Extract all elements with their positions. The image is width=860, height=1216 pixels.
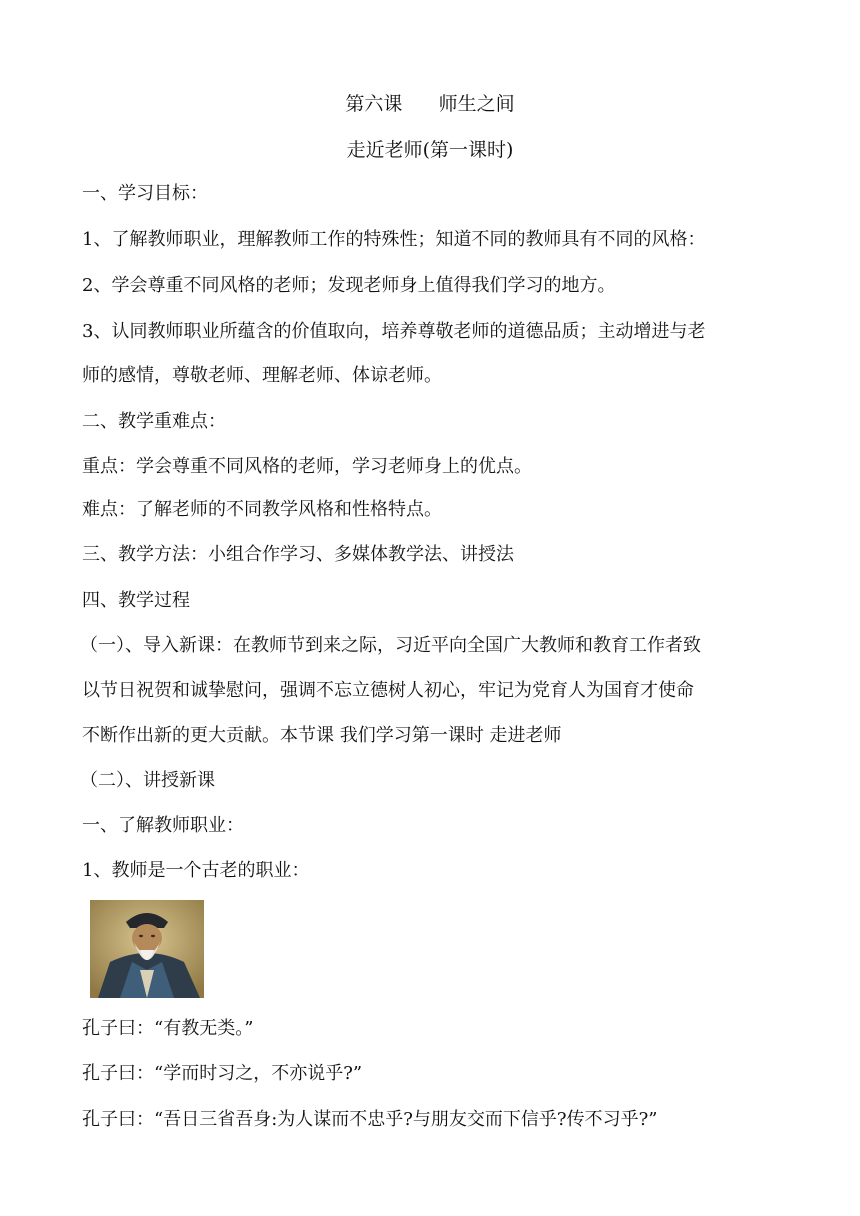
lesson-subtitle: 走近老师(第一课时) [346, 139, 514, 161]
objective-3: 3、认同教师职业所蕴含的价值取向，培养尊敬老师的道德品质；主动增进与老 [82, 321, 706, 342]
objective-1: 1、了解教师职业，理解教师工作的特殊性；知道不同的教师具有不同的风格： [82, 229, 706, 250]
subsection-heading-new-lesson: （二）、讲授新课 [80, 770, 215, 791]
objective-3-continued: 师的感情，尊敬老师、理解老师、体谅老师。 [82, 365, 442, 386]
confucius-portrait-illustration [90, 900, 204, 998]
quote-2: 孔子曰：“学而时习之，不亦说乎?” [82, 1063, 363, 1084]
section-heading-process: 四、教学过程 [82, 590, 190, 611]
subsection-understand-teaching: 一、了解教师职业： [82, 815, 244, 836]
quote-3: 孔子曰：“吾日三省吾身:为人谋而不忠乎?与朋友交而下信乎?传不习乎?” [82, 1109, 658, 1130]
confucius-portrait-image [90, 900, 204, 998]
teaching-methods: 三、教学方法：小组合作学习、多媒体教学法、讲授法 [82, 544, 514, 565]
quote-1: 孔子曰：“有教无类。” [82, 1018, 254, 1039]
section-heading-key-points: 二、教学重难点： [82, 411, 226, 432]
difficult-point: 难点：了解老师的不同教学风格和性格特点。 [82, 499, 442, 520]
key-point: 重点：学会尊重不同风格的老师，学习老师身上的优点。 [82, 456, 532, 477]
objective-2: 2、学会尊重不同风格的老师；发现老师身上值得我们学习的地方。 [82, 275, 616, 296]
intro-paragraph-line-2: 以节日祝贺和诚挚慰问，强调不忘立德树人初心，牢记为党育人为国育才使命 [82, 680, 694, 701]
lesson-title: 第六课 师生之间 [345, 93, 515, 115]
section-heading-objectives: 一、学习目标： [82, 183, 208, 204]
point-ancient-profession: 1、教师是一个古老的职业： [82, 860, 310, 881]
intro-paragraph-line-1: （一）、导入新课：在教师节到来之际，习近平向全国广大教师和教育工作者致 [80, 635, 701, 656]
intro-paragraph-line-3: 不断作出新的更大贡献。本节课 我们学习第一课时 走进老师 [82, 725, 562, 746]
